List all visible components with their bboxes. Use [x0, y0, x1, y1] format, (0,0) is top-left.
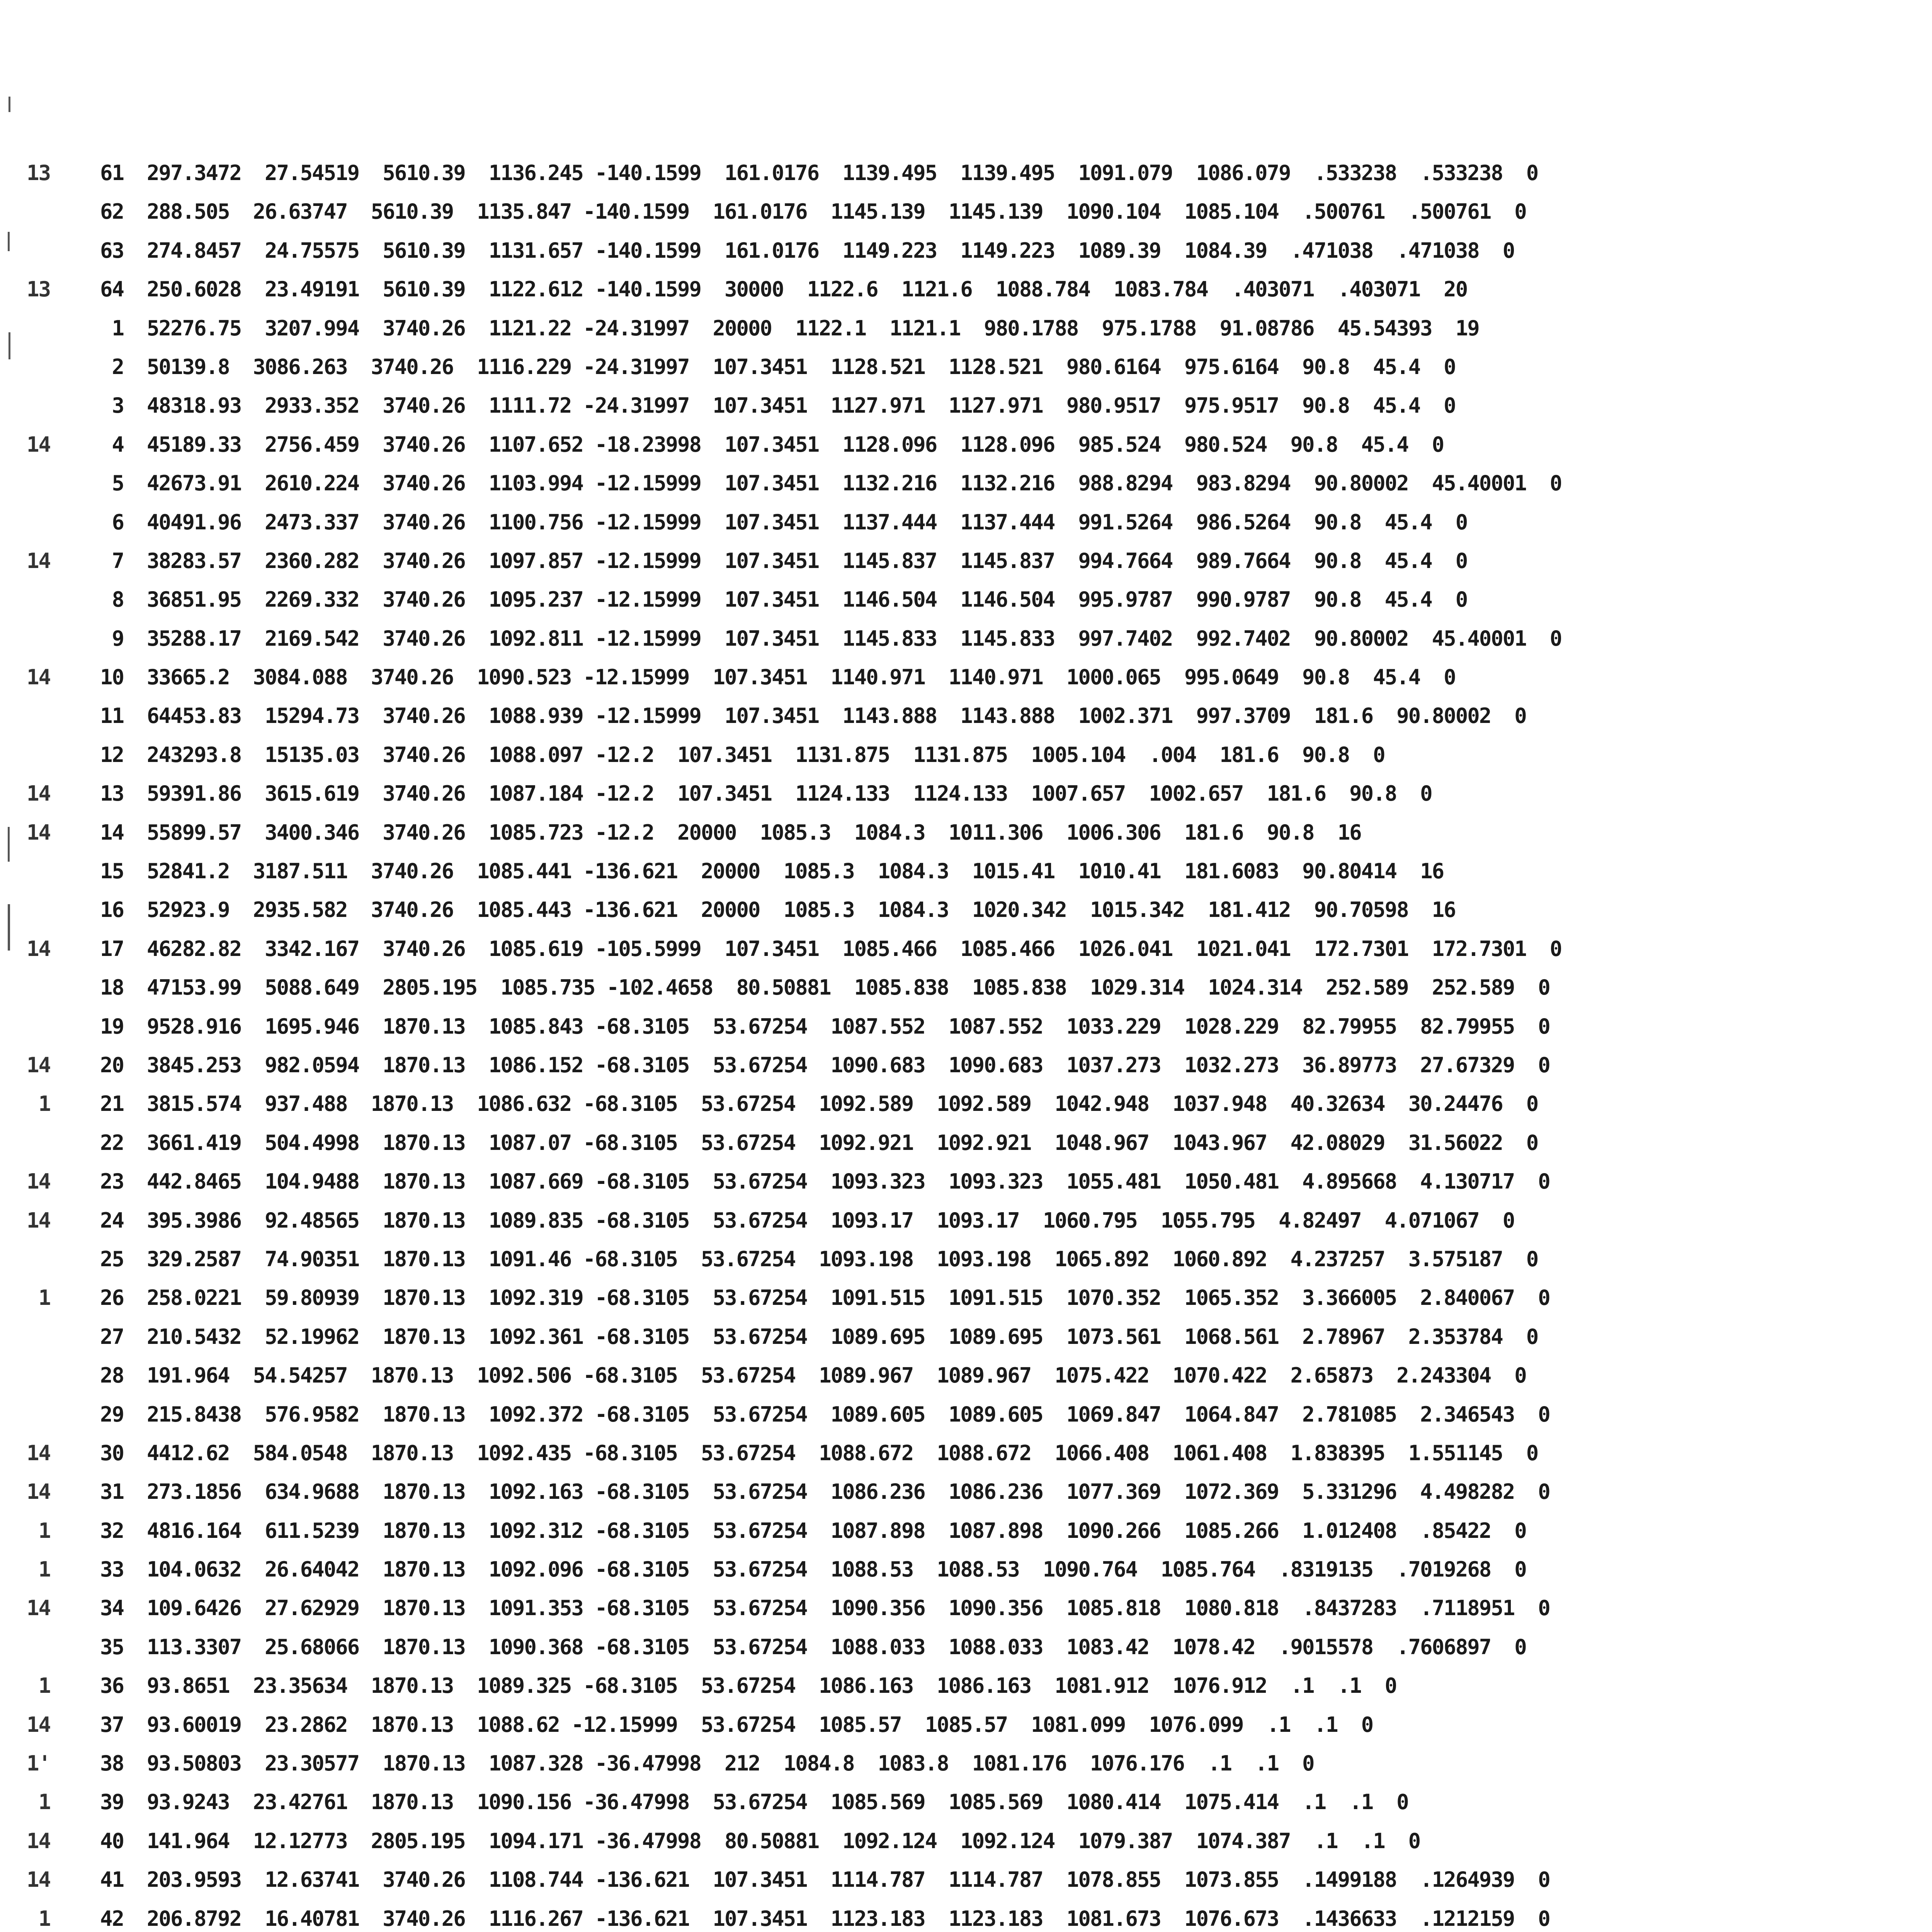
- row-index: 10: [100, 665, 124, 690]
- row-index: 41: [100, 1867, 124, 1892]
- row-margin-mark: 1': [26, 1751, 50, 1776]
- row-index: 8: [112, 587, 124, 612]
- table-row: [0, 736, 1932, 774]
- row-values: 64453.83 15294.73 3740.26 1088.939 -12.15999 107.3451 1143.888 1143.888 1002.371 997.3709 181.6 90.80002 0: [147, 704, 1526, 728]
- row-index: 2: [112, 354, 124, 379]
- row-values: 50139.8 3086.263 3740.26 1116.229 -24.31997 107.3451 1128.521 1128.521 980.6164 975.6164 90.8 45.4 0: [147, 354, 1456, 379]
- row-margin-mark: 14: [26, 1169, 50, 1194]
- row-margin-mark: 13: [26, 161, 50, 185]
- row-margin-mark: 1: [38, 1673, 50, 1698]
- row-values: 46282.82 3342.167 3740.26 1085.619 -105.5999 107.3451 1085.466 1085.466 1026.041 1021.041 172.7301 172.7301 0: [147, 936, 1562, 961]
- table-row: [0, 309, 1932, 348]
- row-index: 9: [112, 626, 124, 651]
- row-index: 61: [100, 161, 124, 185]
- row-values: 48318.93 2933.352 3740.26 1111.72 -24.31997 107.3451 1127.971 1127.971 980.9517 975.9517 90.8 45.4 0: [147, 393, 1456, 418]
- row-values: 215.8438 576.9582 1870.13 1092.372 -68.3105 53.67254 1089.605 1089.605 1069.847 1064.847 2.781085 2.346543 0: [147, 1402, 1550, 1427]
- row-values: 3815.574 937.488 1870.13 1086.632 -68.3105 53.67254 1092.589 1092.589 1042.948 1037.948 40.32634 30.24476 0: [147, 1092, 1538, 1116]
- table-row: [0, 1162, 1932, 1201]
- row-values: 243293.8 15135.03 3740.26 1088.097 -12.2 107.3451 1131.875 1131.875 1005.104 .004 181.6 90.8 0: [147, 742, 1385, 767]
- row-values: 395.3986 92.48565 1870.13 1089.835 -68.3105 53.67254 1093.17 1093.17 1060.795 1055.795 4.82497 4.071067 0: [147, 1208, 1515, 1233]
- row-index: 28: [100, 1363, 124, 1388]
- row-values: 297.3472 27.54519 5610.39 1136.245 -140.1599 161.0176 1139.495 1139.495 1091.079 1086.079 .533238 .533238 0: [147, 161, 1538, 185]
- row-index: 31: [100, 1480, 124, 1504]
- row-values: 4816.164 611.5239 1870.13 1092.312 -68.3105 53.67254 1087.898 1087.898 1090.266 1085.266 1.012408 .85422 0: [147, 1518, 1526, 1543]
- table-row: [0, 619, 1932, 658]
- table-row: [0, 1201, 1932, 1240]
- table-row: [0, 192, 1932, 231]
- row-index: 21: [100, 1092, 124, 1116]
- table-row: [0, 154, 1932, 192]
- row-values: 93.60019 23.2862 1870.13 1088.62 -12.15999 53.67254 1085.57 1085.57 1081.099 1076.099 .1 .1 0: [147, 1712, 1373, 1737]
- table-row: [0, 1085, 1932, 1123]
- table-row: [0, 1589, 1932, 1628]
- row-values: 9528.916 1695.946 1870.13 1085.843 -68.3105 53.67254 1087.552 1087.552 1033.229 1028.229 82.79955 82.79955 0: [147, 1014, 1550, 1039]
- row-margin-mark: 1: [38, 1790, 50, 1815]
- row-index: 36: [100, 1673, 124, 1698]
- row-margin-mark: 14: [26, 1053, 50, 1077]
- row-values: 40491.96 2473.337 3740.26 1100.756 -12.15999 107.3451 1137.444 1137.444 991.5264 986.5264 90.8 45.4 0: [147, 510, 1468, 534]
- row-index: 13: [100, 781, 124, 806]
- row-values: 52841.2 3187.511 3740.26 1085.441 -136.621 20000 1085.3 1084.3 1015.41 1010.41 181.6083 90.80414 16: [147, 859, 1444, 884]
- row-values: 141.964 12.12773 2805.195 1094.171 -36.47998 80.50881 1092.124 1092.124 1079.387 1074.387 .1 .1 0: [147, 1828, 1420, 1853]
- row-values: 288.505 26.63747 5610.39 1135.847 -140.1599 161.0176 1145.139 1145.139 1090.104 1085.104 .500761 .500761 0: [147, 199, 1526, 224]
- row-margin-mark: 1: [38, 1518, 50, 1543]
- row-index: 7: [112, 548, 124, 573]
- table-row: [0, 968, 1932, 1007]
- row-values: 35288.17 2169.542 3740.26 1092.811 -12.15999 107.3451 1145.833 1145.833 997.7402 992.7402 90.80002 45.40001 0: [147, 626, 1562, 651]
- row-index: 64: [100, 277, 124, 302]
- row-index: 24: [100, 1208, 124, 1233]
- row-margin-mark: 14: [26, 432, 50, 457]
- row-values: 3661.419 504.4998 1870.13 1087.07 -68.3105 53.67254 1092.921 1092.921 1048.967 1043.967 42.08029 31.56022 0: [147, 1130, 1538, 1155]
- row-index: 17: [100, 936, 124, 961]
- row-margin-mark: 14: [26, 781, 50, 806]
- row-values: 47153.99 5088.649 2805.195 1085.735 -102.4658 80.50881 1085.838 1085.838 1029.314 1024.314 252.589 252.589 0: [147, 975, 1550, 1000]
- row-index: 27: [100, 1324, 124, 1349]
- row-values: 329.2587 74.90351 1870.13 1091.46 -68.3105 53.67254 1093.198 1093.198 1065.892 1060.892 4.237257 3.575187 0: [147, 1247, 1538, 1271]
- row-index: 33: [100, 1557, 124, 1582]
- row-index: 15: [100, 859, 124, 884]
- row-values: 93.8651 23.35634 1870.13 1089.325 -68.3105 53.67254 1086.163 1086.163 1081.912 1076.912 .1 .1 0: [147, 1673, 1397, 1698]
- row-values: 52923.9 2935.582 3740.26 1085.443 -136.621 20000 1085.3 1084.3 1020.342 1015.342 181.412 90.70598 16: [147, 898, 1456, 922]
- table-row: [0, 425, 1932, 464]
- table-row: [0, 852, 1932, 891]
- row-values: 36851.95 2269.332 3740.26 1095.237 -12.15999 107.3451 1146.504 1146.504 995.9787 990.9787 90.8 45.4 0: [147, 587, 1468, 612]
- row-index: 18: [100, 975, 124, 1000]
- row-index: 39: [100, 1790, 124, 1815]
- row-values: 33665.2 3084.088 3740.26 1090.523 -12.15999 107.3451 1140.971 1140.971 1000.065 995.0649 90.8 45.4 0: [147, 665, 1456, 690]
- row-index: 3: [112, 393, 124, 418]
- row-values: 55899.57 3400.346 3740.26 1085.723 -12.2 20000 1085.3 1084.3 1011.306 1006.306 181.6 90.8 16: [147, 820, 1361, 845]
- row-index: 62: [100, 199, 124, 224]
- row-index: 63: [100, 238, 124, 263]
- table-row: [0, 580, 1932, 619]
- row-margin-mark: 14: [26, 820, 50, 845]
- row-margin-mark: 14: [26, 548, 50, 573]
- row-values: 104.0632 26.64042 1870.13 1092.096 -68.3105 53.67254 1088.53 1088.53 1090.764 1085.764 .8319135 .7019268 0: [147, 1557, 1526, 1582]
- row-index: 29: [100, 1402, 124, 1427]
- row-index: 1: [112, 316, 124, 340]
- table-row: [0, 1822, 1932, 1861]
- row-index: 5: [112, 471, 124, 496]
- table-row: [0, 1318, 1932, 1356]
- row-values: 274.8457 24.75575 5610.39 1131.657 -140.1599 161.0176 1149.223 1149.223 1089.39 1084.39 .471038 .471038 0: [147, 238, 1515, 263]
- row-index: 19: [100, 1014, 124, 1039]
- row-values: 250.6028 23.49191 5610.39 1122.612 -140.1599 30000 1122.6 1121.6 1088.784 1083.784 .403071 .403071 20: [147, 277, 1468, 302]
- row-index: 11: [100, 704, 124, 728]
- row-values: 3845.253 982.0594 1870.13 1086.152 -68.3105 53.67254 1090.683 1090.683 1037.273 1032.273 36.89773 27.67329 0: [147, 1053, 1550, 1077]
- table-row: [0, 1667, 1932, 1705]
- row-index: 23: [100, 1169, 124, 1194]
- margin-speck: [9, 97, 10, 112]
- table-row: [0, 658, 1932, 697]
- row-index: 26: [100, 1286, 124, 1310]
- row-index: 25: [100, 1247, 124, 1271]
- row-margin-mark: 14: [26, 1712, 50, 1737]
- row-values: 258.0221 59.80939 1870.13 1092.319 -68.3105 53.67254 1091.515 1091.515 1070.352 1065.352 3.366005 2.840067 0: [147, 1286, 1550, 1310]
- data-table: [0, 154, 1932, 1932]
- row-index: 4: [112, 432, 124, 457]
- row-margin-mark: 14: [26, 1596, 50, 1621]
- table-row: [0, 386, 1932, 425]
- row-margin-mark: 14: [26, 1480, 50, 1504]
- table-row: [0, 1512, 1932, 1550]
- table-row: [0, 464, 1932, 503]
- table-row: [0, 1356, 1932, 1395]
- table-row: [0, 348, 1932, 386]
- row-margin-mark: 13: [26, 277, 50, 302]
- row-values: 59391.86 3615.619 3740.26 1087.184 -12.2 107.3451 1124.133 1124.133 1007.657 1002.657 181.6 90.8 0: [147, 781, 1432, 806]
- table-row: [0, 1434, 1932, 1473]
- row-index: 38: [100, 1751, 124, 1776]
- row-margin-mark: 14: [26, 1440, 50, 1465]
- row-values: 203.9593 12.63741 3740.26 1108.744 -136.621 107.3451 1114.787 1114.787 1078.855 1073.855 .1499188 .1264939 0: [147, 1867, 1550, 1892]
- table-row: [0, 1240, 1932, 1279]
- row-values: 93.9243 23.42761 1870.13 1090.156 -36.47998 53.67254 1085.569 1085.569 1080.414 1075.414 .1 .1 0: [147, 1790, 1408, 1815]
- table-row: [0, 1861, 1932, 1899]
- table-row: [0, 697, 1932, 735]
- table-row: [0, 1706, 1932, 1744]
- table-row: [0, 1744, 1932, 1783]
- table-row: [0, 1783, 1932, 1821]
- table-row: [0, 231, 1932, 270]
- table-row: [0, 1550, 1932, 1589]
- row-values: 109.6426 27.62929 1870.13 1091.353 -68.3105 53.67254 1090.356 1090.356 1085.818 1080.818 .8437283 .7118951 0: [147, 1596, 1550, 1621]
- row-index: 30: [100, 1440, 124, 1465]
- table-row: [0, 1124, 1932, 1162]
- row-index: 42: [100, 1906, 124, 1931]
- table-row: [0, 1473, 1932, 1511]
- row-values: 4412.62 584.0548 1870.13 1092.435 -68.3105 53.67254 1088.672 1088.672 1066.408 1061.408 1.838395 1.551145 0: [147, 1440, 1538, 1465]
- row-values: 93.50803 23.30577 1870.13 1087.328 -36.47998 212 1084.8 1083.8 1081.176 1076.176 .1 .1 0: [147, 1751, 1314, 1776]
- row-margin-mark: 14: [26, 1208, 50, 1233]
- row-index: 37: [100, 1712, 124, 1737]
- row-margin-mark: 14: [26, 1867, 50, 1892]
- row-values: 210.5432 52.19962 1870.13 1092.361 -68.3105 53.67254 1089.695 1089.695 1073.561 1068.561 2.78967 2.353784 0: [147, 1324, 1538, 1349]
- table-row: [0, 1395, 1932, 1434]
- table-row: [0, 774, 1932, 813]
- row-index: 32: [100, 1518, 124, 1543]
- table-row: [0, 930, 1932, 968]
- row-index: 16: [100, 898, 124, 922]
- row-values: 206.8792 16.40781 3740.26 1116.267 -136.621 107.3451 1123.183 1123.183 1081.673 1076.673 .1436633 .1212159 0: [147, 1906, 1550, 1931]
- table-row: [0, 1007, 1932, 1046]
- row-margin-mark: 14: [26, 1828, 50, 1853]
- row-margin-mark: 14: [26, 665, 50, 690]
- row-index: 20: [100, 1053, 124, 1077]
- row-values: 45189.33 2756.459 3740.26 1107.652 -18.23998 107.3451 1128.096 1128.096 985.524 980.524 90.8 45.4 0: [147, 432, 1444, 457]
- row-index: 35: [100, 1634, 124, 1659]
- row-index: 40: [100, 1828, 124, 1853]
- row-values: 52276.75 3207.994 3740.26 1121.22 -24.31997 20000 1122.1 1121.1 980.1788 975.1788 91.08786 45.54393 19: [147, 316, 1479, 340]
- row-values: 273.1856 634.9688 1870.13 1092.163 -68.3105 53.67254 1086.236 1086.236 1077.369 1072.369 5.331296 4.498282 0: [147, 1480, 1550, 1504]
- row-margin-mark: 1: [38, 1906, 50, 1931]
- row-index: 14: [100, 820, 124, 845]
- row-values: 38283.57 2360.282 3740.26 1097.857 -12.15999 107.3451 1145.837 1145.837 994.7664 989.7664 90.8 45.4 0: [147, 548, 1468, 573]
- row-margin-mark: 14: [26, 936, 50, 961]
- row-index: 22: [100, 1130, 124, 1155]
- table-row: [0, 1900, 1932, 1932]
- row-values: 42673.91 2610.224 3740.26 1103.994 -12.15999 107.3451 1132.216 1132.216 988.8294 983.8294 90.80002 45.40001 0: [147, 471, 1562, 496]
- table-row: [0, 542, 1932, 580]
- table-row: [0, 1046, 1932, 1085]
- table-row: [0, 1628, 1932, 1667]
- table-row: [0, 813, 1932, 852]
- table-row: [0, 503, 1932, 542]
- row-values: 113.3307 25.68066 1870.13 1090.368 -68.3105 53.67254 1088.033 1088.033 1083.42 1078.42 .9015578 .7606897 0: [147, 1634, 1526, 1659]
- row-margin-mark: 1: [38, 1557, 50, 1582]
- table-row: [0, 270, 1932, 309]
- row-values: 191.964 54.54257 1870.13 1092.506 -68.3105 53.67254 1089.967 1089.967 1075.422 1070.422 2.65873 2.243304 0: [147, 1363, 1526, 1388]
- row-values: 442.8465 104.9488 1870.13 1087.669 -68.3105 53.67254 1093.323 1093.323 1055.481 1050.481 4.895668 4.130717 0: [147, 1169, 1550, 1194]
- table-row: [0, 891, 1932, 929]
- table-row: [0, 1279, 1932, 1317]
- row-index: 12: [100, 742, 124, 767]
- row-margin-mark: 1: [38, 1092, 50, 1116]
- row-margin-mark: 1: [38, 1286, 50, 1310]
- row-index: 6: [112, 510, 124, 534]
- row-index: 34: [100, 1596, 124, 1621]
